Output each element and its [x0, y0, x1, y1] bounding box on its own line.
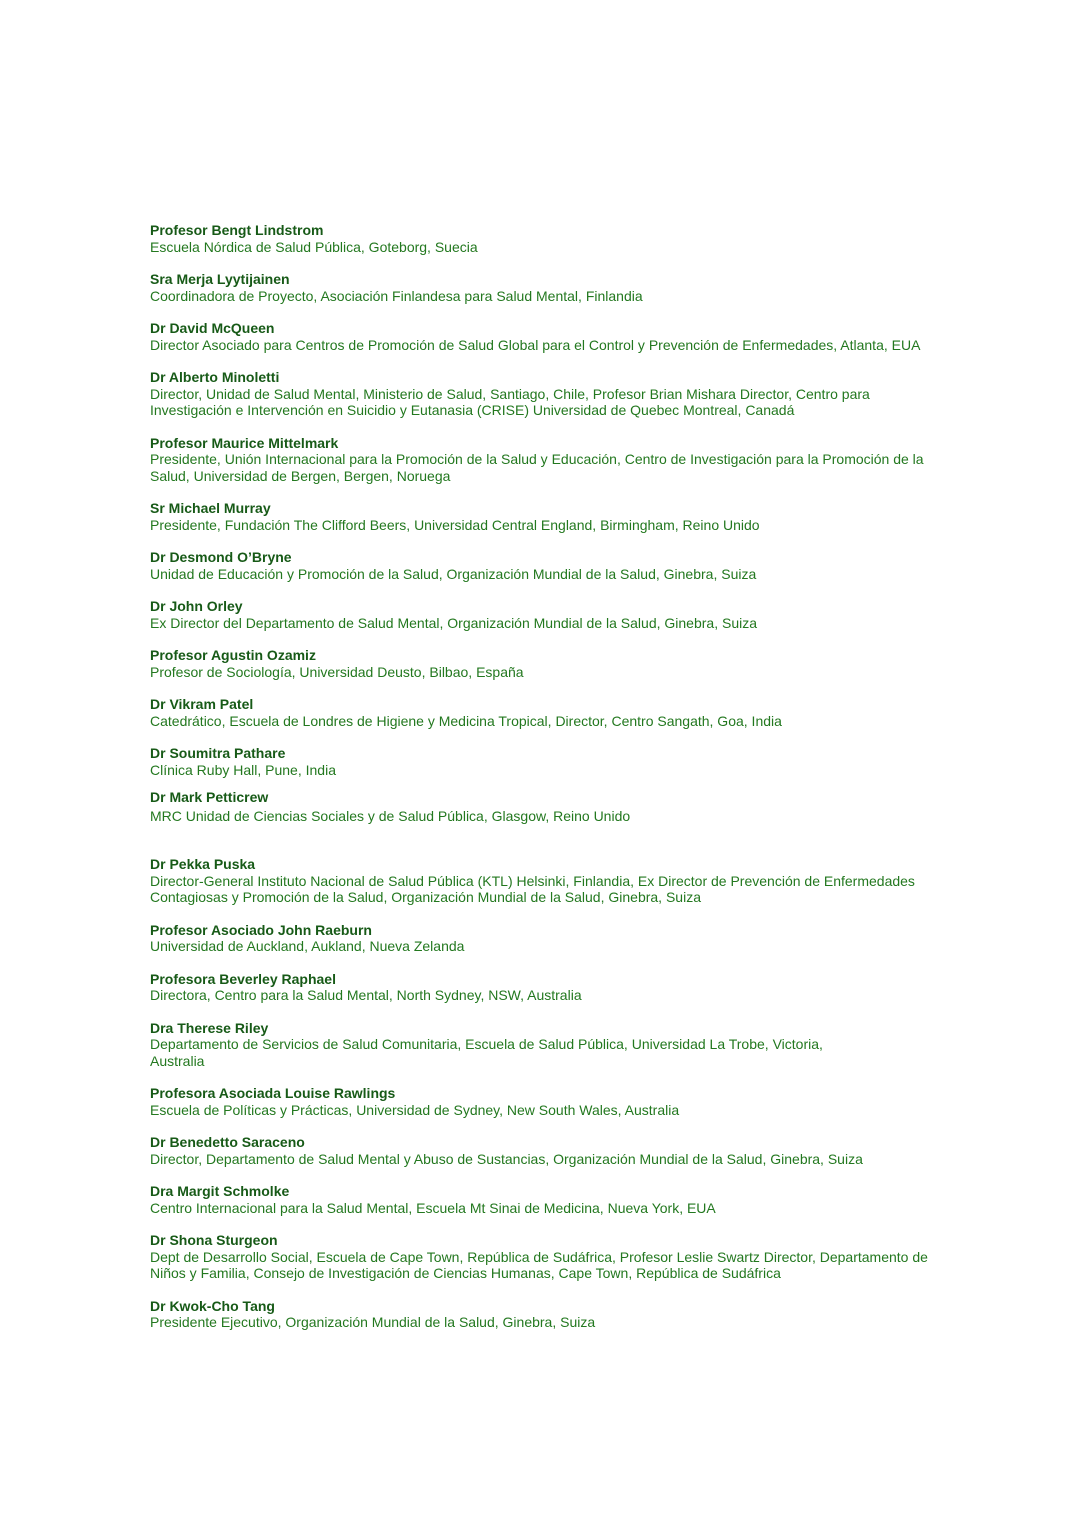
contributor-name: Dr Benedetto Saraceno	[150, 1134, 305, 1150]
contributor-entry	[150, 1134, 940, 1167]
contributor-name: Dr Vikram Patel	[150, 696, 254, 712]
contributor-entry	[150, 1183, 940, 1216]
contributor-entry	[150, 856, 940, 906]
contributor-entry	[150, 1085, 940, 1118]
contributor-affiliation: Unidad de Educación y Promoción de la Salud, Organización Mundial de la Salud, Ginebra, Suiza	[150, 565, 757, 582]
contributor-affiliation: Profesor de Sociología, Universidad Deusto, Bilbao, España	[150, 663, 524, 680]
contributor-entry	[150, 369, 940, 419]
contributor-affiliation: MRC Unidad de Ciencias Sociales y de Salud Pública, Glasgow, Reino Unido	[150, 807, 631, 824]
contributor-entry	[150, 320, 940, 353]
contributor-name: Profesor Maurice Mittelmark	[150, 434, 339, 451]
contributor-affiliation: Catedrático, Escuela de Londres de Higiene y Medicina Tropical, Director, Centro Sangath, Goa, India	[150, 712, 782, 729]
contributor-affiliation: Departamento de Servicios de Salud Comunitaria, Escuela de Salud Pública, Universidad La Trobe, Victoria,	[150, 1036, 823, 1052]
contributor-entry	[150, 1298, 940, 1331]
contributor-affiliation: Escuela Nórdica de Salud Pública, Goteborg, Suecia	[150, 238, 478, 255]
contributor-affiliation-continued: Australia	[150, 1052, 205, 1069]
contributor-name: Profesora Asociada Louise Rawlings	[150, 1085, 396, 1101]
contributor-name: Dra Therese Riley	[150, 1019, 269, 1036]
contributor-affiliation: Ex Director del Departamento de Salud Mental, Organización Mundial de la Salud, Ginebra, Suiza	[150, 614, 757, 631]
contributor-affiliation: Centro Internacional para la Salud Mental, Escuela Mt Sinai de Medicina, Nueva York, EUA	[150, 1199, 716, 1216]
contributor-affiliation: Directora, Centro para la Salud Mental, North Sydney, NSW, Australia	[150, 987, 582, 1003]
contributor-name: Dr Mark Petticrew	[150, 789, 269, 805]
contributor-affiliation: Clínica Ruby Hall, Pune, India	[150, 761, 336, 778]
contributor-name: Sra Merja Lyytijainen	[150, 271, 290, 287]
contributors-list	[150, 222, 940, 1347]
contributor-name: Profesor Asociado John Raeburn	[150, 921, 372, 938]
contributor-name: Profesora Beverley Raphael	[150, 970, 336, 987]
contributor-affiliation: Director Asociado para Centros de Promoción de Salud Global para el Control y Prevención de Enfermedades, Atlanta, EUA	[150, 336, 921, 353]
contributor-name: Dr Alberto Minoletti	[150, 369, 280, 385]
contributor-entry	[150, 549, 940, 582]
contributor-name: Sr Michael Murray	[150, 500, 271, 516]
contributor-affiliation: Coordinadora de Proyecto, Asociación Finlandesa para Salud Mental, Finlandia	[150, 287, 643, 304]
contributor-name: Profesor Bengt Lindstrom	[150, 222, 324, 238]
contributor-affiliation: Presidente, Fundación The Clifford Beers, Universidad Central England, Birmingham, Reino Unido	[150, 516, 760, 533]
contributor-entry	[150, 271, 940, 304]
contributor-entry	[150, 789, 940, 824]
contributor-name: Dr Kwok-Cho Tang	[150, 1297, 275, 1314]
contributor-entry	[150, 435, 940, 485]
contributor-entry	[150, 696, 940, 729]
contributor-affiliation: Director, Departamento de Salud Mental y Abuso de Sustancias, Organización Mundial de la Salud, Ginebra, Suiza	[150, 1150, 863, 1167]
contributor-name: Dr Shona Sturgeon	[150, 1232, 278, 1248]
contributor-name: Dr John Orley	[150, 598, 243, 614]
contributor-entry	[150, 598, 940, 631]
contributor-affiliation: Presidente, Unión Internacional para la Promoción de la Salud y Educación, Centro de Investigación para la Promoción de la Salud, Universidad de Bergen, Bergen, Noruega	[150, 451, 924, 484]
contributor-entry	[150, 745, 940, 778]
contributor-name: Dra Margit Schmolke	[150, 1183, 290, 1199]
contributor-name: Profesor Agustin Ozamiz	[150, 647, 316, 663]
contributor-affiliation: Director-General Instituto Nacional de Salud Pública (KTL) Helsinki, Finlandia, Ex Director de Prevención de Enfermedades Contagiosas y Promoción de la Salud, Organización Mundial de la Salud, Ginebra, Suiza	[150, 872, 915, 905]
contributor-entry	[150, 922, 940, 955]
contributor-name: Dr Desmond O’Bryne	[150, 549, 292, 565]
contributor-name: Dr David McQueen	[150, 320, 275, 336]
contributor-entry	[150, 1020, 940, 1070]
contributor-entry	[150, 971, 940, 1004]
contributor-name: Dr Pekka Puska	[150, 856, 256, 872]
contributor-affiliation: Dept de Desarrollo Social, Escuela de Cape Town, República de Sudáfrica, Profesor Leslie Swartz Director, Departamento de Niños y Familia, Consejo de Investigación de Ciencias Humanas, Cape Town, República de Sudáfrica	[150, 1248, 928, 1281]
contributor-affiliation: Presidente Ejecutivo, Organización Mundial de la Salud, Ginebra, Suiza	[150, 1314, 596, 1330]
contributor-name: Dr Soumitra Pathare	[150, 745, 286, 761]
contributor-affiliation: Universidad de Auckland, Aukland, Nueva Zelanda	[150, 938, 465, 954]
contributor-entry	[150, 222, 940, 255]
contributor-affiliation: Escuela de Políticas y Prácticas, Universidad de Sydney, New South Wales, Australia	[150, 1101, 680, 1118]
contributor-entry	[150, 500, 940, 533]
contributor-affiliation: Director, Unidad de Salud Mental, Ministerio de Salud, Santiago, Chile, Profesor Brian Mishara Director, Centro para Investigación e Intervención en Suicidio y Eutanasia (CRISE) Universidad de Quebec Montreal, Canadá	[150, 385, 870, 418]
contributor-entry	[150, 647, 940, 680]
contributor-entry	[150, 1232, 940, 1282]
